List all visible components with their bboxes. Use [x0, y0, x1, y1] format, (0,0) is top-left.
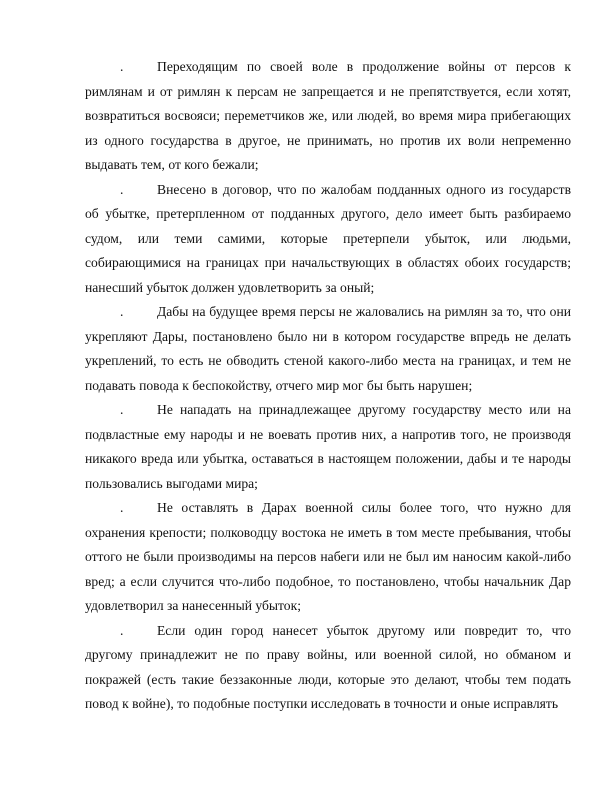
document-page [85, 55, 571, 717]
paragraph-3 [85, 300, 571, 398]
paragraph-text: Не нападать на принадлежащее другому государству место или на подвластные ему народы и не воевать против них, а напротив того, не производя никакого вреда или убытка, оставаться в настоящем положении, дабы и те народы пользовались выгодами мира; [85, 402, 571, 491]
paragraph-6 [85, 619, 571, 717]
paragraph-text: Переходящим по своей воле в продолжение войны от персов к римлянам и от римлян к персам не запрещается и не препятствуется, если хотят, возвратиться восвояси; переметчиков же, или людей, во время мира прибегающих из одного государства в другое, не принимать, но против их воли непременно выдавать тем, от кого бежали; [85, 59, 571, 172]
paragraph-text: Не оставлять в Дарах военной силы более того, что нужно для охранения крепости; полководцу востока не иметь в том месте пребывания, чтобы оттого не были производимы на персов набеги или не был им наносим какой-либо вред; а если случится что-либо подобное, то постановлено, чтобы начальник Дар удовлетворил за нанесенный убыток; [85, 500, 571, 613]
paragraph-text: Дабы на будущее время персы не жаловались на римлян за то, что они укрепляют Дары, постановлено было ни в котором государстве впредь не делать укреплений, то есть не обводить стеной какого-либо места на границах, и тем не подавать повода к беспокойству, отчего мир мог бы быть нарушен; [85, 304, 571, 393]
paragraph-1 [85, 55, 571, 178]
paragraph-4 [85, 398, 571, 496]
list-marker: . [120, 500, 124, 515]
paragraph-2 [85, 178, 571, 301]
list-marker: . [120, 622, 124, 638]
paragraph-5 [85, 496, 571, 619]
list-marker: . [120, 181, 124, 197]
list-marker: . [120, 402, 124, 417]
list-marker: . [120, 304, 124, 319]
paragraph-text: Если один город нанесет убыток другому или повредит то, что другому принадлежит не по праву войны, или военной силой, но обманом и покражей (есть такие беззаконные люди, которые это делают, чтобы тем подать повод к войне), то подобные поступки исследовать в точности и оные исправлять [85, 622, 571, 711]
paragraph-text: Внесено в договор, что по жалобам подданных одного из государств об убытке, претерпленном от подданных другого, дело имеет быть разбираемо судом, или теми самими, которые претерпели убыток, или людьми, собирающимися на границах при начальствующих в областях обоих государств; нанесший убыток должен удовлетворить за оный; [85, 181, 571, 295]
list-marker: . [120, 59, 124, 74]
